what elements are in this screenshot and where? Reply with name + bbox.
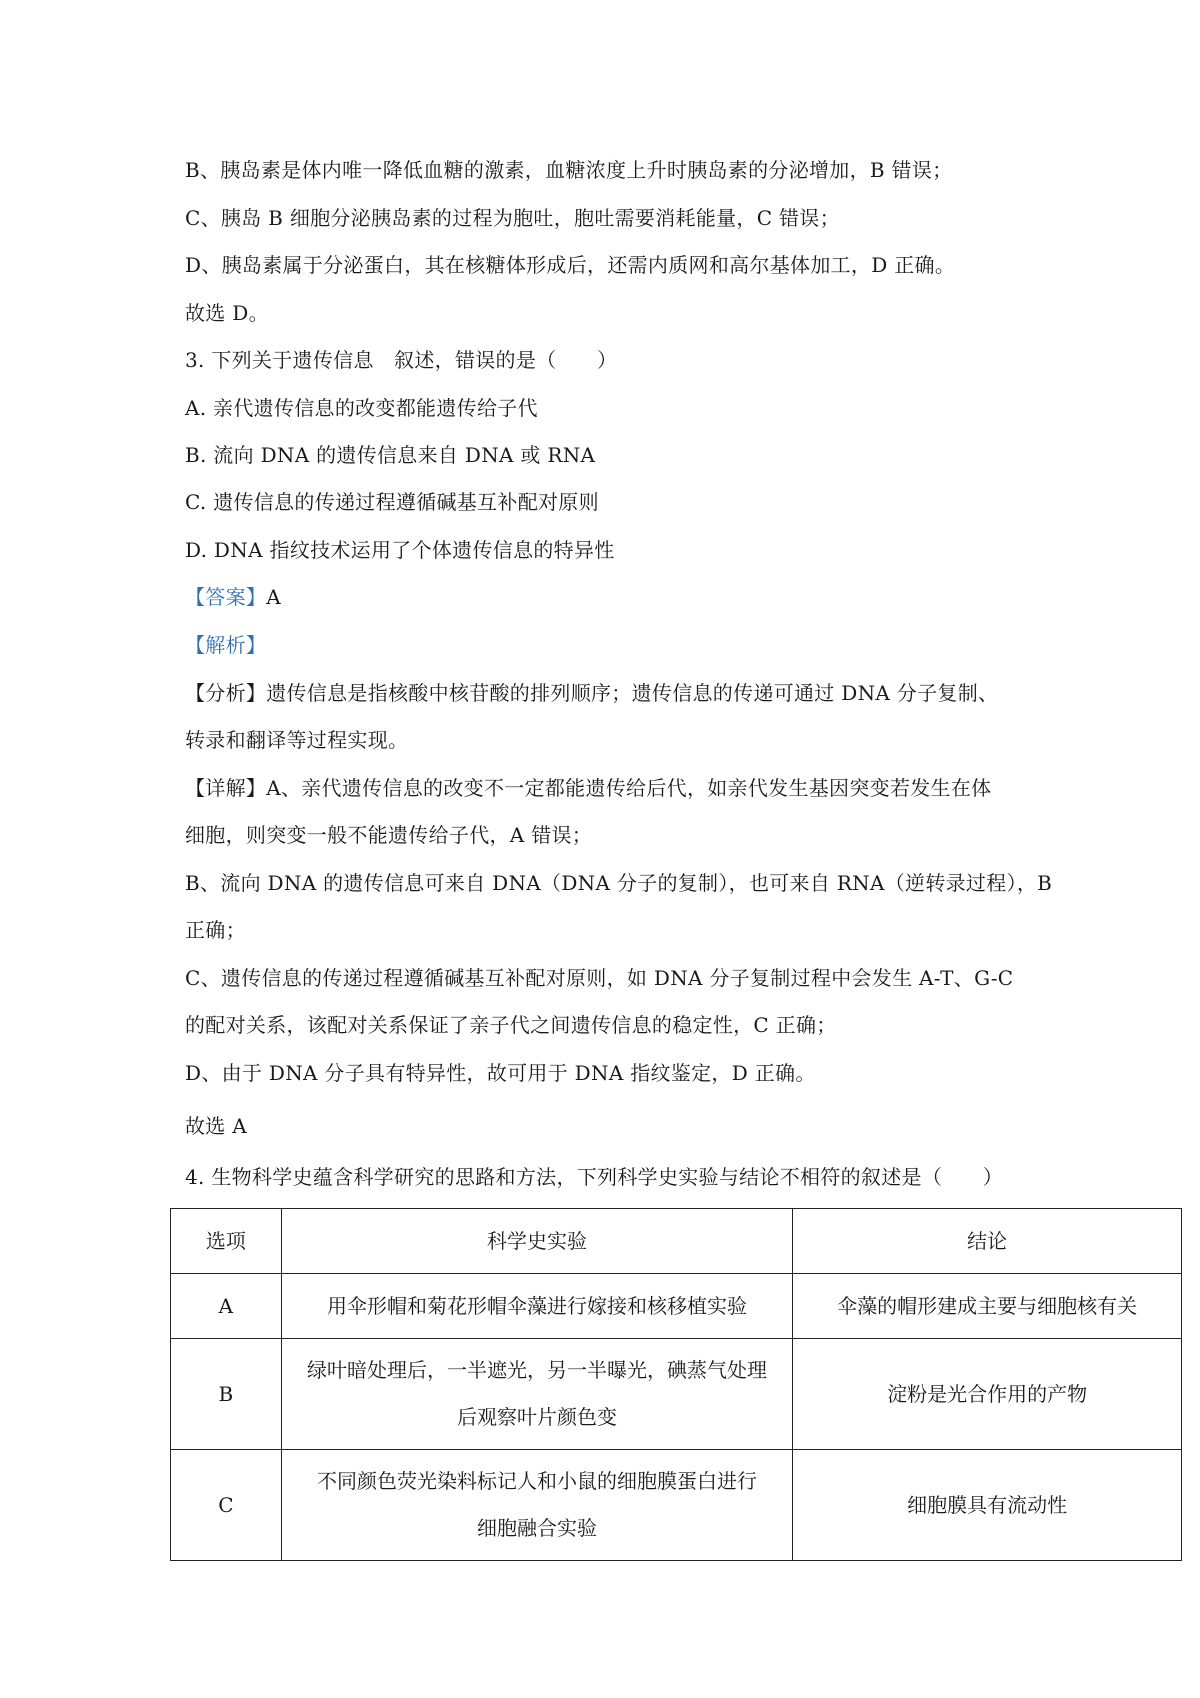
analysis-label: 【解析】 — [185, 633, 267, 657]
text-line: 故选 A — [185, 1114, 248, 1138]
table-header-row — [171, 1209, 1182, 1274]
table-cell-experiment — [281, 1339, 793, 1450]
question-3-option-d: D. DNA 指纹技术运用了个体遗传信息的特异性 — [185, 538, 615, 562]
question-3-stem: 3. 下列关于遗传信息 叙述，错误的是（ ） — [185, 348, 618, 372]
table-cell-text: 细胞融合实验 — [477, 1516, 598, 1540]
text-line: 正确； — [185, 918, 246, 942]
table-row — [171, 1450, 1182, 1561]
table-row — [171, 1339, 1182, 1450]
text-line: B、流向 DNA 的遗传信息可来自 DNA（DNA 分子的复制），也可来自 RNA（逆转录过程），B — [185, 871, 1053, 895]
text-line: 【详解】A、亲代遗传信息的改变不一定都能遗传给后代，如亲代发生基因突变若发生在体 — [185, 776, 992, 800]
text-line: 细胞，则突变一般不能遗传给子代，A 错误； — [185, 823, 593, 847]
history-experiment-table — [170, 1208, 1182, 1561]
table-cell-conclusion: 细胞膜具有流动性 — [793, 1450, 1182, 1561]
question-4-stem: 4. 生物科学史蕴含科学研究的思路和方法，下列科学史实验与结论不相符的叙述是（ ） — [185, 1165, 1004, 1189]
text-line: 转录和翻译等过程实现。 — [185, 728, 409, 752]
table-cell-text: 后观察叶片颜色变 — [457, 1405, 618, 1429]
table-cell-option: B — [171, 1339, 282, 1450]
question-3-option-b: B. 流向 DNA 的遗传信息来自 DNA 或 RNA — [185, 443, 596, 467]
text-line: C、胰岛 B 细胞分泌胰岛素的过程为胞吐，胞吐需要消耗能量，C 错误； — [185, 206, 840, 230]
analysis-heading — [185, 631, 266, 659]
answer-line — [185, 583, 281, 611]
text-line: D、由于 DNA 分子具有特异性，故可用于 DNA 指纹鉴定，D 正确。 — [185, 1061, 816, 1085]
text-line: C、遗传信息的传递过程遵循碱基互补配对原则，如 DNA 分子复制过程中会发生 A-T、G-C — [185, 966, 1014, 990]
table-cell-experiment — [281, 1450, 793, 1561]
answer-value: A — [266, 585, 281, 609]
table-cell-text: 绿叶暗处理后，一半遮光，另一半曝光，碘蒸气处理 — [307, 1358, 768, 1382]
table-cell-experiment: 用伞形帽和菊花形帽伞藻进行嫁接和核移植实验 — [281, 1274, 793, 1339]
question-3-option-c: C. 遗传信息的传递过程遵循碱基互补配对原则 — [185, 490, 599, 514]
answer-label: 【答案】 — [185, 585, 267, 609]
text-line: B、胰岛素是体内唯一降低血糖的激素，血糖浓度上升时胰岛素的分泌增加，B 错误； — [185, 158, 953, 182]
table-header-cell: 结论 — [793, 1209, 1182, 1274]
table-cell-text: 不同颜色荧光染料标记人和小鼠的细胞膜蛋白进行 — [317, 1469, 758, 1493]
text-line: 的配对关系，该配对关系保证了亲子代之间遗传信息的稳定性，C 正确； — [185, 1013, 837, 1037]
table-row — [171, 1274, 1182, 1339]
text-line: 故选 D。 — [185, 301, 269, 325]
table-header-cell: 科学史实验 — [281, 1209, 793, 1274]
text-line: 【分析】遗传信息是指核酸中核苷酸的排列顺序；遗传信息的传递可通过 DNA 分子复制、 — [185, 681, 999, 705]
text-line: D、胰岛素属于分泌蛋白，其在核糖体形成后，还需内质网和高尔基体加工，D 正确。 — [185, 253, 956, 277]
table-header-cell: 选项 — [171, 1209, 282, 1274]
table-cell-conclusion: 淀粉是光合作用的产物 — [793, 1339, 1182, 1450]
table-cell-conclusion: 伞藻的帽形建成主要与细胞核有关 — [793, 1274, 1182, 1339]
question-3-option-a: A. 亲代遗传信息的改变都能遗传给子代 — [185, 396, 538, 420]
table-cell-option: A — [171, 1274, 282, 1339]
table-cell-option: C — [171, 1450, 282, 1561]
